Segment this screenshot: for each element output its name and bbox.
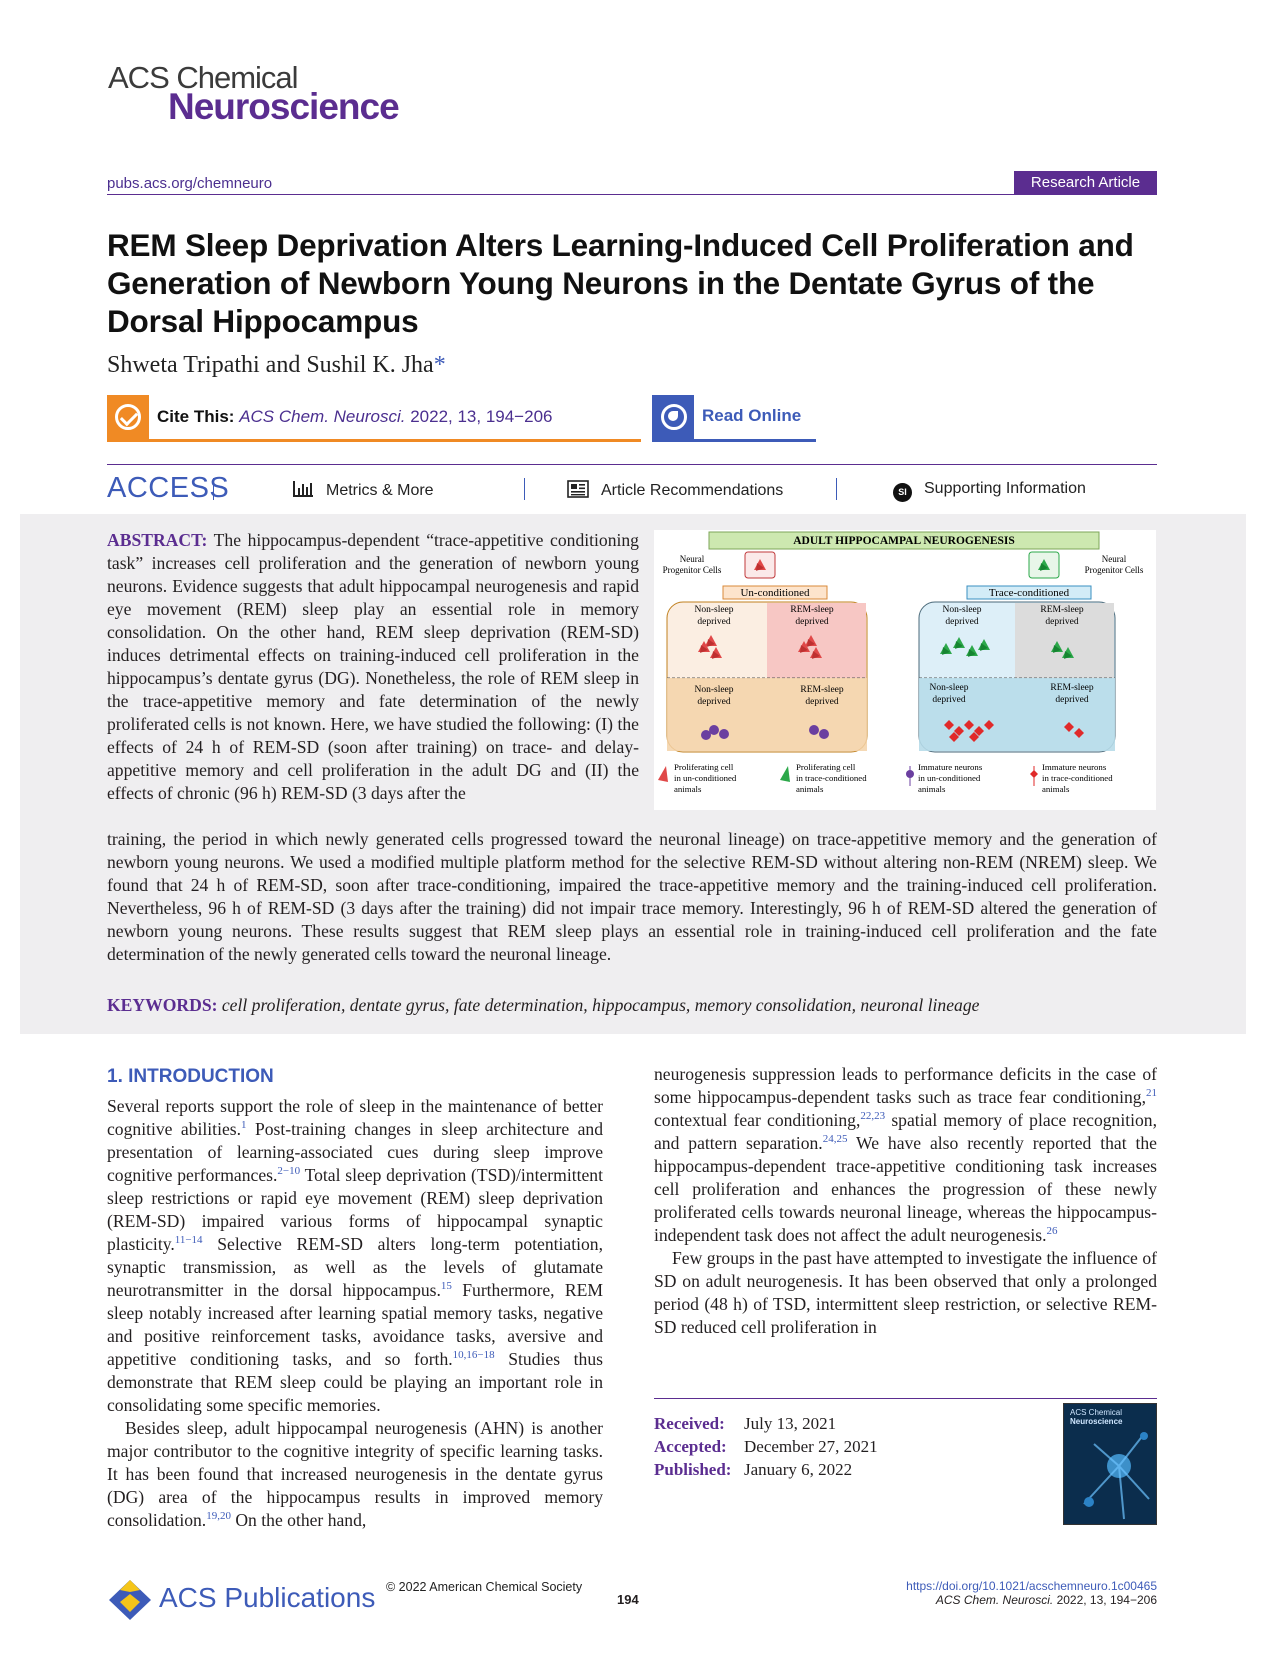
svg-text:Neural: Neural	[1101, 554, 1127, 564]
logo-line-2: Neuroscience	[168, 86, 399, 127]
citation-link[interactable]: 15	[440, 1280, 452, 1292]
access-separator	[524, 478, 525, 500]
citation-link[interactable]: 26	[1046, 1225, 1058, 1237]
checkmark-icon	[107, 395, 149, 439]
article-type-badge: Research Article	[1014, 171, 1157, 195]
svg-text:Proliferating cell: Proliferating cell	[796, 762, 856, 772]
citation-link[interactable]: 22,23	[860, 1110, 886, 1122]
svg-text:Immature neurons: Immature neurons	[1042, 762, 1107, 772]
abstract-label: ABSTRACT:	[107, 530, 208, 550]
uncond-label: Un-conditioned	[740, 587, 810, 599]
section-heading: 1. INTRODUCTION	[107, 1066, 274, 1087]
page-number: 194	[617, 1592, 639, 1607]
toc-graphic	[654, 530, 1156, 810]
copyright: © 2022 American Chemical Society	[386, 1580, 583, 1594]
recommendations-label: Article Recommendations	[601, 482, 784, 499]
svg-text:in un-conditioned: in un-conditioned	[918, 773, 981, 783]
access-separator	[213, 478, 214, 500]
svg-text:Immature neurons: Immature neurons	[918, 762, 983, 772]
dates-rule	[654, 1398, 1157, 1399]
intro-paragraph-4: Few groups in the past have attempted to investigate the influence of SD on adult neurogenesis. It has been observed that only a prolonged period (48 h) of TSD, intermittent sleep restriction, or selective REM-SD reduced cell proliferation in	[654, 1248, 1157, 1337]
cite-journal[interactable]: ACS Chem. Neurosci.	[239, 407, 406, 426]
svg-text:Progenitor Cells: Progenitor Cells	[662, 565, 722, 575]
citation-link[interactable]: 2−10	[277, 1165, 301, 1177]
cover-title: ACS Chemical Neuroscience	[1070, 1408, 1123, 1426]
citation-link[interactable]: 19,20	[206, 1510, 231, 1522]
svg-text:deprived: deprived	[932, 695, 966, 705]
newspaper-icon	[567, 480, 589, 498]
citation-link[interactable]: 21	[1146, 1087, 1157, 1099]
cite-details[interactable]: 2022, 13, 194−206	[410, 407, 553, 426]
svg-text:in un-conditioned: in un-conditioned	[674, 773, 737, 783]
received-date: July 13, 2021	[744, 1414, 837, 1433]
svg-text:REM-sleep: REM-sleep	[1040, 605, 1084, 615]
svg-text:deprived: deprived	[1045, 617, 1079, 627]
svg-text:Neural: Neural	[679, 554, 705, 564]
citation-link[interactable]: 10,16−18	[452, 1349, 495, 1361]
globe-icon	[652, 395, 694, 439]
svg-text:in trace-conditioned: in trace-conditioned	[1042, 773, 1113, 783]
article-title: REM Sleep Deprivation Alters Learning-Induced Cell Proliferation and Generation of Newborn Young Neurons in the Dentate Gyrus of the Dorsal Hippocampus	[107, 227, 1134, 339]
journal-cover-thumbnail[interactable]	[1063, 1403, 1157, 1525]
citation-link[interactable]: 1	[241, 1119, 247, 1131]
svg-text:deprived: deprived	[795, 617, 829, 627]
svg-text:deprived: deprived	[945, 617, 979, 627]
svg-text:deprived: deprived	[697, 697, 731, 707]
intro-paragraph-3: neurogenesis suppression leads to performance deficits in the case of some hippocampus-dependent tasks such as trace fear conditioning,$^{21}$ contextual fear conditioning,$^{22,23}$ spatial memory of place recognition, and pattern separation.$^{24,25}$ We have also recently reported that the hippocampus-dependent trace-appetitive conditioning task increases cell proliferation and enhances the progression of these newly proliferated cells towards neuronal lineage, whereas the hippocampus-independent task does not affect the adult neurogenesis.$^{26}$	[654, 1064, 1158, 1245]
svg-text:REM-sleep: REM-sleep	[800, 685, 844, 695]
acs-hexagon-icon	[107, 1578, 153, 1622]
abstract-paragraph-2: training, the period in which newly generated cells progressed toward the neuronal lineage) on trace-appetitive memory and the generation of newborn young neurons. We used a modified multiple platform method for the selective REM-SD without altering non-REM (NREM) sleep. We found that 24 h of REM-SD, soon after trace-conditioning, impaired the trace-appetitive memory and the training-induced cell proliferation. Nevertheless, 96 h of REM-SD (3 days after the training) did not impair trace memory. Interestingly, 96 h of REM-SD altered the generation of newborn young neurons. These results suggest that REM sleep plays an essential role in training-induced cell proliferation and the fate determination of the newly generated cells toward the neuronal lineage.	[107, 829, 1157, 964]
keywords-label: KEYWORDS:	[107, 995, 218, 1015]
si-icon: SI	[893, 483, 912, 502]
intro-paragraph-1: Several reports support the role of sleep in the maintenance of better cognitive abilities.$^1$ Post-training changes in sleep architecture and presentation of learning-associated cues during sleep improve cognitive performances.$^{2-10}$ Total sleep deprivation (TSD)/intermittent sleep restrictions or rapid eye movement (REM) sleep deprivation (REM-SD) impaired various forms of hippocampal synaptic plasticity.$^{11-14}$ Selective REM-SD alters long-term potentiation, synaptic transmission, as well as the levels of glutamate neurotransmitter in the dorsal hippocampus.$^{15}$ Furthermore, REM sleep notably increased after learning spatial memory tasks, negative and positive reinforcement tasks, avoidance tasks, aversive and appetitive conditioning tasks, and so forth.$^{10,16-18}$ Studies thus demonstrate that REM sleep could be playing an important role in consolidating some specific memories.	[107, 1096, 604, 1415]
supporting-label: Supporting Information	[924, 480, 1086, 497]
abstract-paragraph-1	[107, 529, 639, 805]
intro-paragraph-2: Besides sleep, adult hippocampal neurogenesis (AHN) is another major contributor to the cognitive integrity of specific learning tasks. It has been found that increased neurogenesis in the dentate gyrus (DG) area of the hippocampus results in improved memory consolidation.$^{19,20}$ On the other hand,	[107, 1418, 603, 1530]
svg-text:Progenitor Cells: Progenitor Cells	[1084, 565, 1144, 575]
svg-text:Non-sleep: Non-sleep	[942, 605, 982, 615]
svg-text:in trace-conditioned: in trace-conditioned	[796, 773, 867, 783]
metrics-label: Metrics & More	[326, 482, 434, 499]
svg-text:deprived: deprived	[1055, 695, 1089, 705]
footer-citation: 2022, 13, 194−206	[1056, 1593, 1157, 1607]
abstract-text-1: The hippocampus-dependent “trace-appetitive conditioning task” increases cell proliferation and the generation of newborn young neurons. Evidence suggests that adult hippocampal neurogenesis and rapid eye movement (REM) sleep play an essential role in memory consolidation. On the other hand, REM sleep deprivation (REM-SD) induces detrimental effects on training-induced cell proliferation in the hippocampus’s dentate gyrus (DG). Nonetheless, the role of REM sleep in the trace-appetitive memory and fate determination of the newly proliferated cells is not known. Here, we have studied the following: (I) the effects of 24 h of REM-SD (soon after training) on trace- and delay-appetitive memory and cell proliferation in the adult DG and (II) the effects of chronic (96 h) REM-SD (3 days after the	[107, 530, 639, 803]
logo-line-1: ACS Chemical	[108, 60, 298, 95]
author-list	[107, 352, 446, 379]
cite-label: Cite This:	[157, 407, 235, 426]
publication-dates: Received: July 13, 2021 Accepted: December 27, 2021 Published: January 6, 2022	[654, 1414, 878, 1479]
access-top-rule	[107, 464, 1157, 465]
bar-chart-icon	[292, 480, 314, 498]
svg-text:animals: animals	[796, 784, 824, 794]
recommendations-link[interactable]	[567, 480, 783, 500]
journal-logo	[108, 60, 448, 130]
svg-text:animals: animals	[918, 784, 946, 794]
metrics-link[interactable]	[292, 480, 434, 500]
svg-text:animals: animals	[1042, 784, 1070, 794]
header-rule	[107, 194, 1157, 195]
body-column-right	[654, 1063, 1157, 1339]
svg-text:Non-sleep: Non-sleep	[694, 605, 734, 615]
svg-text:Non-sleep: Non-sleep	[694, 685, 734, 695]
published-date: January 6, 2022	[744, 1460, 853, 1479]
svg-text:Proliferating cell: Proliferating cell	[674, 762, 734, 772]
svg-text:deprived: deprived	[697, 617, 731, 627]
cite-this-box[interactable]	[107, 395, 641, 442]
read-online-button[interactable]	[652, 395, 816, 442]
authors-text: Shweta Tripathi and Sushil K. Jha	[107, 352, 434, 378]
keywords-text: cell proliferation, dentate gyrus, fate determination, hippocampus, memory consolidation, neuronal lineage	[221, 995, 980, 1015]
cite-text	[157, 407, 552, 427]
trace-label: Trace-conditioned	[988, 587, 1070, 599]
read-online-label: Read Online	[702, 406, 802, 425]
access-separator	[836, 478, 837, 500]
citation-link[interactable]: 11−14	[174, 1234, 203, 1246]
svg-text:REM-sleep: REM-sleep	[790, 605, 834, 615]
svg-text:animals: animals	[674, 784, 702, 794]
acs-publications-logo[interactable]	[107, 1578, 376, 1628]
access-label: ACCESS	[107, 472, 230, 504]
accepted-date: December 27, 2021	[744, 1437, 878, 1456]
doi-link[interactable]: https://doi.org/10.1021/acschemneuro.1c00465	[906, 1579, 1157, 1593]
supporting-info-link[interactable]	[893, 480, 1086, 502]
svg-text:deprived: deprived	[805, 697, 839, 707]
doi-block	[906, 1579, 1157, 1607]
corresponding-author-mark[interactable]: *	[433, 352, 446, 378]
keywords	[107, 995, 979, 1016]
footer-journal: ACS Chem. Neurosci.	[935, 1593, 1054, 1607]
publisher-name: ACS Publications	[159, 1582, 376, 1613]
journal-site-link[interactable]: pubs.acs.org/chemneuro	[107, 175, 273, 192]
svg-text:REM-sleep: REM-sleep	[1050, 683, 1094, 693]
body-column-left	[107, 1095, 603, 1532]
figure-title: ADULT HIPPOCAMPAL NEUROGENESIS	[793, 535, 1015, 547]
svg-text:Non-sleep: Non-sleep	[929, 683, 969, 693]
citation-link[interactable]: 24,25	[822, 1133, 848, 1145]
